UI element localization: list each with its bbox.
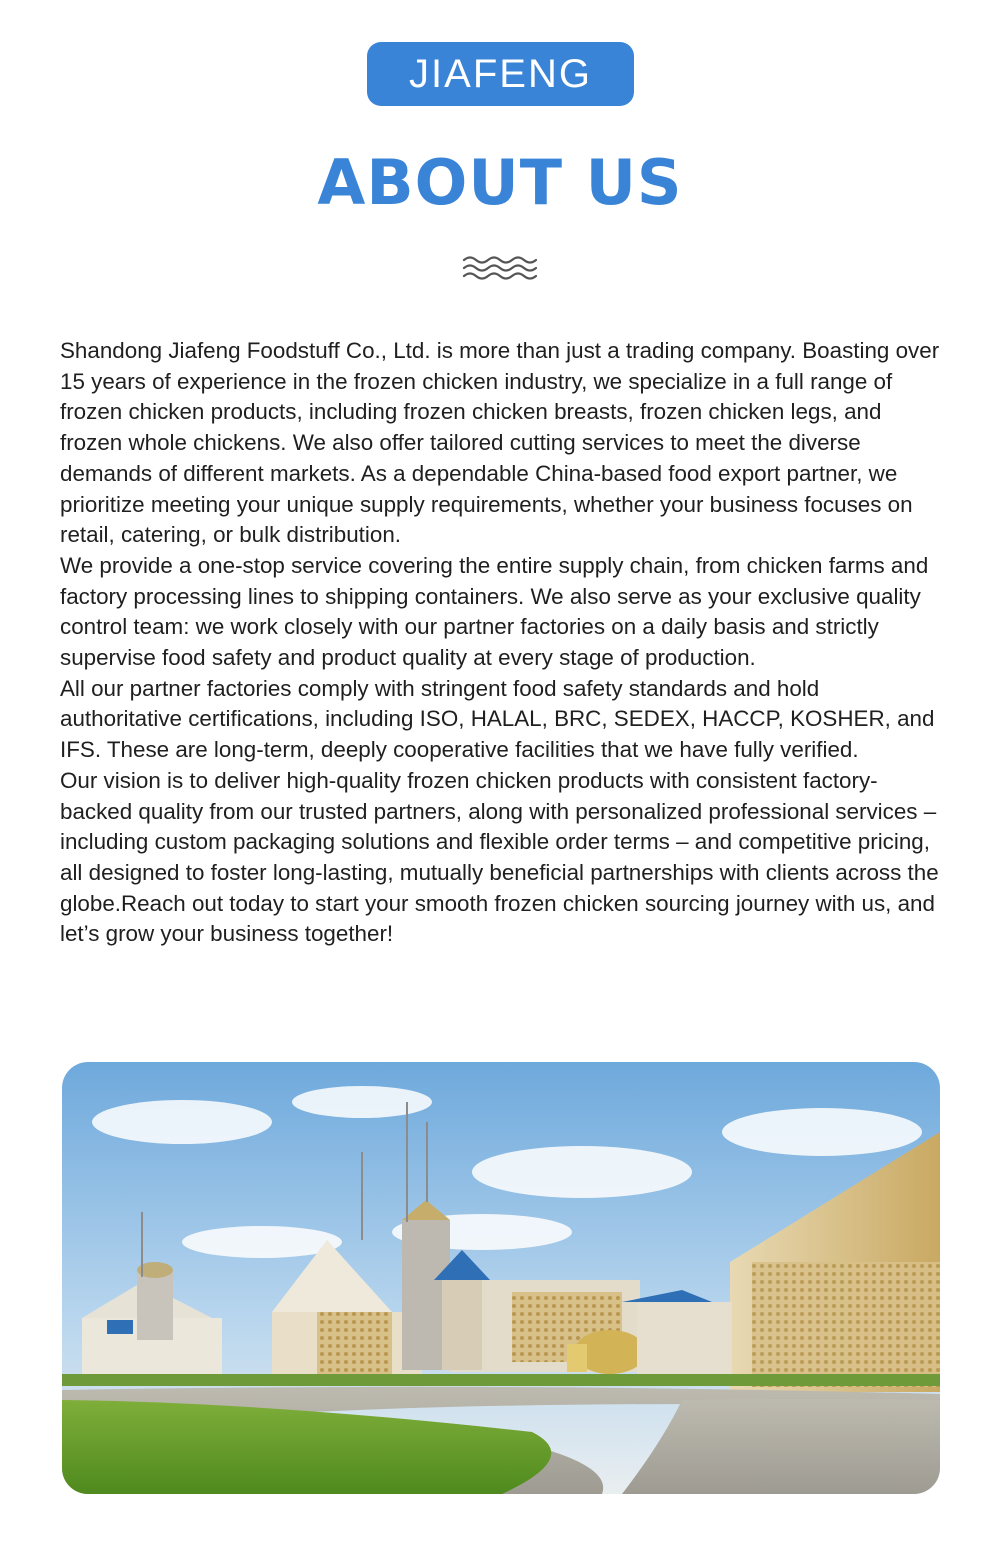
brand-name: JIAFENG — [409, 51, 592, 96]
page-title: ABOUT US — [317, 146, 683, 219]
factory-photo — [62, 1062, 940, 1494]
paragraph-certifications: All our partner factories comply with stringent food safety standards and hold authoritative certifications, including ISO, HALAL, BRC, SEDEX, HACCP, KOSHER, and IFS. These are long-term, deeply cooperative facilities that we have fully verified. — [60, 675, 935, 763]
paragraph-intro: Shandong Jiafeng Foodstuff Co., Ltd. is more than just a trading company. Boasting over 15 years of experience in the frozen chicken industry, we specialize in a full range of frozen chicken products, including frozen chicken breasts, frozen chicken legs, and frozen whole chickens. We also offer tailored cutting services to meet the diverse demands of different markets. As a dependable China-based food export partner, we prioritize meeting your unique supply requirements, whether your business focuses on retail, catering, or bulk distribution. — [60, 338, 940, 548]
paragraph-service: We provide a one-stop service covering the entire supply chain, from chicken farms and factory processing lines to shipping containers. We also serve as your exclusive quality control team: we work closely with our partner factories on a daily basis and strictly supervise food safety and product quality at every stage of production. — [60, 552, 929, 671]
brand-badge — [367, 42, 634, 106]
paragraph-vision: Our vision is to deliver high-quality frozen chicken products with consistent factory-backed quality from our trusted partners, along with personalized professional services – including custom packaging solutions and flexible order terms – and competitive pricing, all designed to foster long-lasting, mutually beneficial partnerships with clients across the globe.Reach out today to start your smooth frozen chicken sourcing journey with us, and let’s grow your business together! — [60, 767, 939, 947]
wave-lines-icon — [462, 254, 538, 284]
about-text — [60, 336, 944, 950]
